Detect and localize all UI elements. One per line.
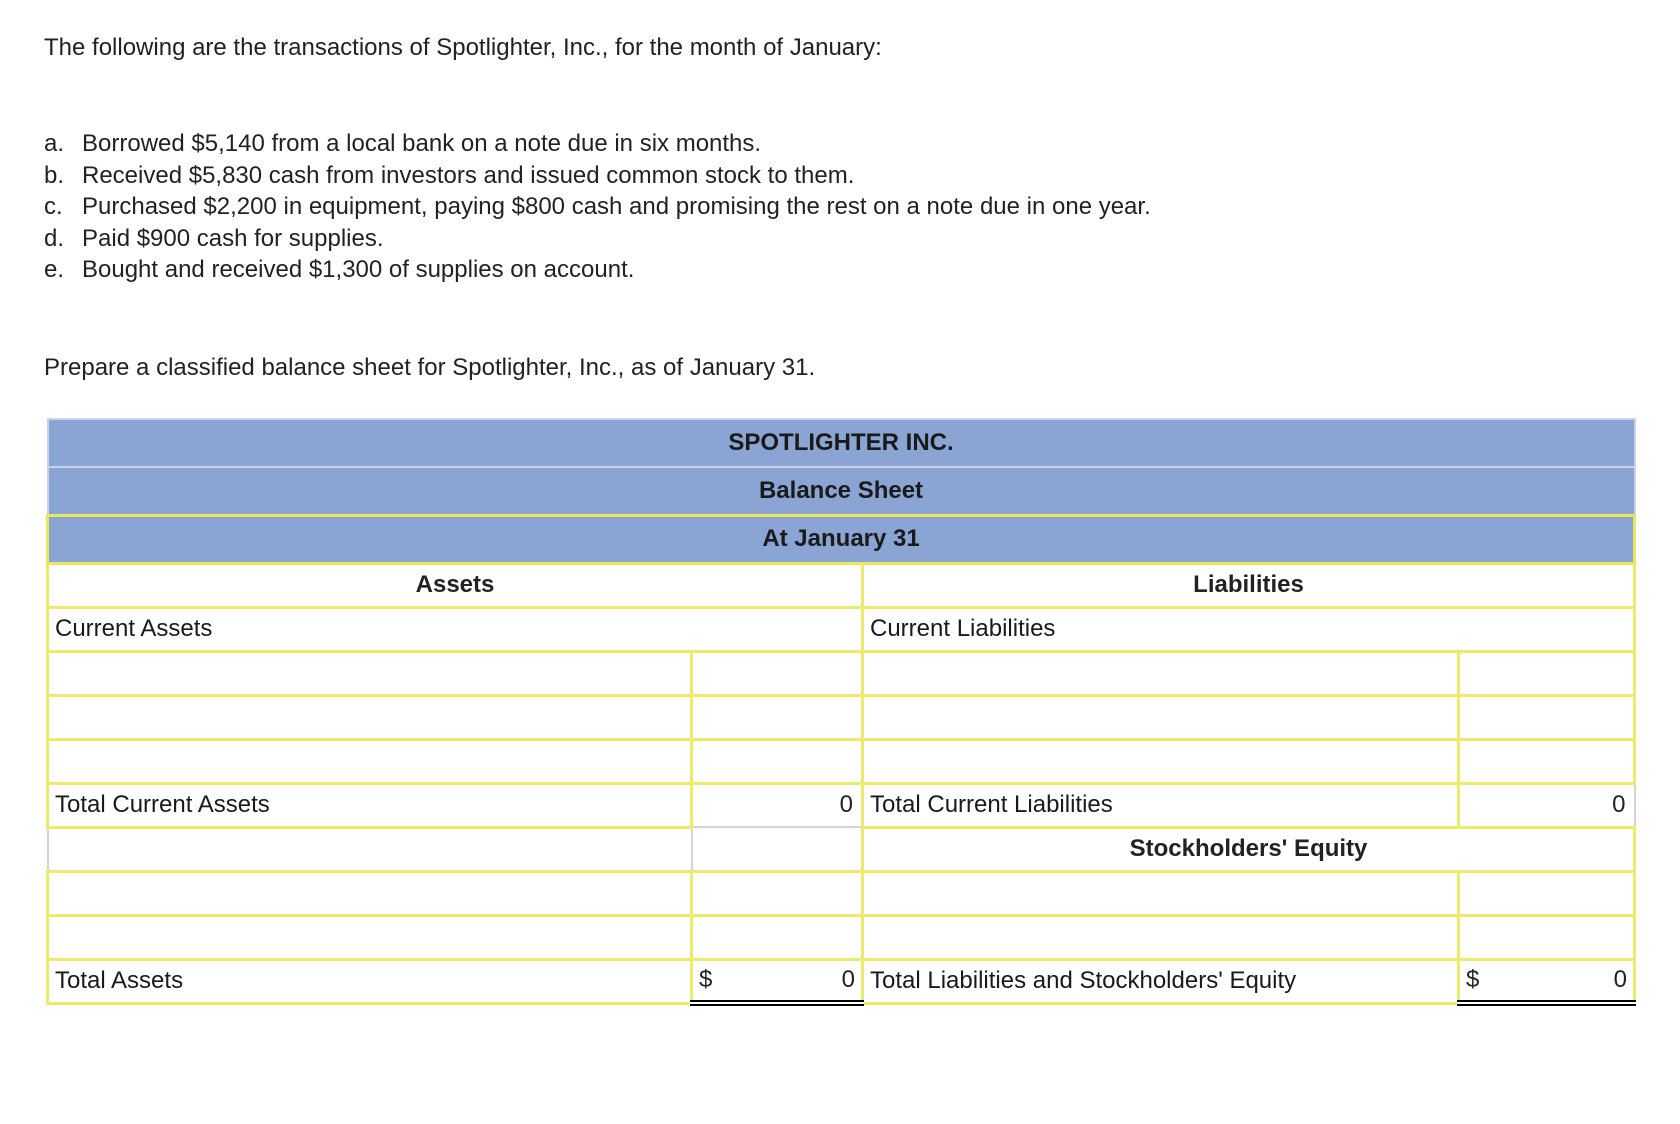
transaction-text: Received $5,830 cash from investors and issued common stock to them. (82, 161, 855, 189)
current-asset-name-input[interactable] (55, 741, 684, 782)
transaction-item (44, 254, 1151, 286)
transaction-letter: d. (44, 224, 65, 252)
equity-name-input[interactable] (870, 873, 1451, 914)
transaction-letter: e. (44, 256, 65, 283)
section-header-row (48, 563, 1635, 607)
empty-cell (48, 827, 692, 871)
asset-amount-cell[interactable] (692, 871, 863, 915)
transaction-item (44, 223, 1151, 255)
entry-row (48, 739, 1635, 783)
current-liability-amount-cell[interactable] (1459, 651, 1635, 695)
current-liability-name-input[interactable] (870, 653, 1451, 694)
total-assets-currency: $ (699, 966, 713, 994)
current-asset-amount-input[interactable] (699, 653, 855, 694)
subsection-row (48, 607, 1635, 651)
current-asset-amount-input[interactable] (699, 697, 855, 738)
asset-amount-input[interactable] (699, 917, 855, 958)
transaction-letter: b. (44, 161, 65, 189)
equity-amount-input[interactable] (1466, 873, 1627, 914)
current-asset-name-cell[interactable] (48, 651, 692, 695)
statement-date: At January 31 (48, 515, 1635, 563)
current-asset-amount-input[interactable] (699, 741, 855, 782)
current-asset-amount-cell[interactable] (692, 695, 863, 739)
current-asset-name-input[interactable] (55, 697, 684, 738)
liabilities-header: Liabilities (863, 563, 1635, 607)
current-liability-amount-input[interactable] (1466, 697, 1627, 738)
total-liabilities-equity-label: Total Liabilities and Stockholders' Equity (863, 959, 1459, 1003)
transaction-text: Purchased $2,200 in equipment, paying $800 cash and promising the rest on a note due in one year. (82, 193, 1151, 220)
asset-amount-input[interactable] (699, 873, 855, 914)
current-liability-amount-input[interactable] (1466, 653, 1627, 694)
sheet-header-row (48, 467, 1635, 515)
statement-title: Balance Sheet (48, 467, 1635, 515)
transaction-text: Borrowed $5,140 from a local bank on a note due in six months. (82, 130, 762, 157)
equity-amount-cell[interactable] (1459, 871, 1635, 915)
current-liability-name-cell[interactable] (863, 739, 1459, 783)
equity-amount-cell[interactable] (1459, 915, 1635, 959)
equity-name-cell[interactable] (863, 915, 1459, 959)
current-liability-amount-cell[interactable] (1459, 695, 1635, 739)
equity-name-input[interactable] (870, 917, 1451, 958)
instruction-text: Prepare a classified balance sheet for Spotlighter, Inc., as of January 31. (44, 354, 816, 381)
current-liability-amount-input[interactable] (1466, 741, 1627, 782)
transaction-item (44, 160, 1151, 192)
asset-name-input[interactable] (55, 873, 684, 914)
entry-row (48, 871, 1635, 915)
total-le-value: 0 (1613, 966, 1628, 994)
current-asset-name-cell[interactable] (48, 739, 692, 783)
stockholders-equity-header: Stockholders' Equity (863, 827, 1635, 871)
transaction-item (44, 128, 1151, 160)
current-liabilities-label: Current Liabilities (863, 607, 1635, 651)
total-current-liabilities-label: Total Current Liabilities (863, 783, 1459, 827)
total-le-currency: $ (1466, 966, 1480, 994)
equity-name-cell[interactable] (863, 871, 1459, 915)
transaction-list (44, 128, 1151, 286)
total-current-assets-label: Total Current Assets (48, 783, 692, 827)
assets-header: Assets (48, 563, 863, 607)
equity-header-row (48, 827, 1635, 871)
asset-name-cell[interactable] (48, 915, 692, 959)
current-liability-name-cell[interactable] (863, 695, 1459, 739)
current-asset-amount-cell[interactable] (692, 739, 863, 783)
empty-cell (692, 827, 863, 871)
total-liabilities-equity-value-cell (1459, 959, 1635, 1003)
transaction-text: Bought and received $1,300 of supplies on account. (82, 256, 635, 283)
current-assets-label: Current Assets (48, 607, 863, 651)
entry-row (48, 695, 1635, 739)
transaction-letter: c. (44, 193, 63, 220)
entry-row (48, 915, 1635, 959)
intro-text: The following are the transactions of Spotlighter, Inc., for the month of January: (44, 34, 882, 61)
total-row (48, 783, 1635, 827)
total-assets-label: Total Assets (48, 959, 692, 1003)
asset-name-input[interactable] (55, 917, 684, 958)
transaction-letter: a. (44, 130, 65, 157)
total-assets-value-cell (692, 959, 863, 1003)
entry-row (48, 651, 1635, 695)
current-asset-amount-cell[interactable] (692, 651, 863, 695)
sheet-header-row (48, 515, 1635, 563)
current-liability-amount-cell[interactable] (1459, 739, 1635, 783)
transaction-text: Paid $900 cash for supplies. (82, 224, 384, 252)
grand-total-row (48, 959, 1635, 1003)
total-current-assets-value: 0 (692, 783, 863, 827)
balance-sheet-table (46, 418, 1636, 1006)
current-liability-name-cell[interactable] (863, 651, 1459, 695)
total-current-liabilities-value: 0 (1459, 783, 1635, 827)
sheet-header-row (48, 419, 1635, 467)
asset-name-cell[interactable] (48, 871, 692, 915)
current-asset-name-input[interactable] (55, 653, 684, 694)
transaction-item (44, 191, 1151, 223)
current-liability-name-input[interactable] (870, 741, 1451, 782)
total-assets-value: 0 (841, 966, 855, 994)
current-liability-name-input[interactable] (870, 697, 1451, 738)
company-name: SPOTLIGHTER INC. (48, 419, 1635, 467)
equity-amount-input[interactable] (1466, 917, 1627, 958)
current-asset-name-cell[interactable] (48, 695, 692, 739)
asset-amount-cell[interactable] (692, 915, 863, 959)
